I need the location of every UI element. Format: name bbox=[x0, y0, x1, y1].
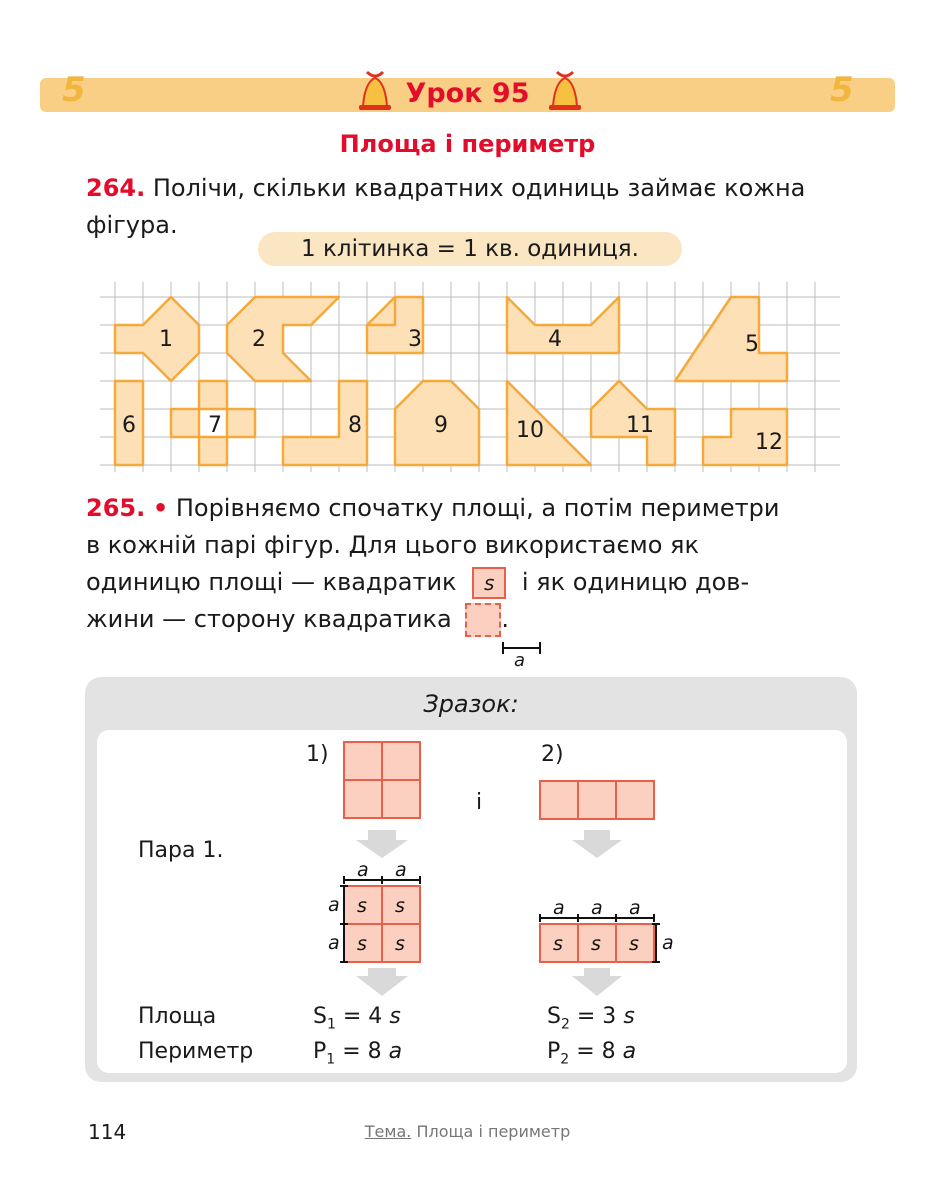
down-arrow-icon bbox=[356, 968, 408, 996]
task-text-line: фігура. bbox=[86, 211, 178, 239]
down-arrow-icon bbox=[356, 830, 408, 858]
figure-2 bbox=[227, 297, 339, 381]
figure-1 bbox=[115, 297, 199, 381]
cell-label-s: s bbox=[591, 933, 601, 955]
figure-grid bbox=[100, 282, 840, 472]
task-265-text: 265. • Порівняємо спочатку площі, а потім периметри в кожній парі фігур. Для цього використаємо як одиницю площі — квадратик s і як одиницю дов- жини — сторону квадратика . bbox=[86, 490, 861, 638]
perimeter-formula-2: $P_2 = 8$ a bbox=[547, 1039, 637, 1068]
footer-theme bbox=[0, 1122, 935, 1141]
topic-title: Площа і периметр bbox=[339, 130, 596, 158]
cell-label-s: s bbox=[395, 933, 405, 955]
area-label: Площа bbox=[138, 1004, 217, 1029]
bullet: • bbox=[152, 494, 169, 522]
page-number: 114 bbox=[88, 1120, 127, 1144]
length-unit-square bbox=[465, 603, 501, 637]
figure-label: 9 bbox=[434, 413, 448, 438]
corner-digit-right: 5 bbox=[830, 70, 854, 110]
task-number: 265. bbox=[86, 494, 146, 522]
task-text-line: Порівняємо спочатку площі, а потім периметри bbox=[175, 494, 780, 522]
figure-label: 12 bbox=[755, 430, 783, 455]
task-text-line: одиницю площі — квадратик bbox=[86, 568, 457, 596]
figure-label: 4 bbox=[548, 327, 562, 352]
figure-label: 2 bbox=[252, 327, 266, 352]
pair-label: Пара 1. bbox=[138, 838, 224, 863]
task-text-line: і як одиницю дов- bbox=[521, 568, 750, 596]
down-arrow-icon bbox=[572, 968, 622, 996]
task-text-line: Полічи, скільки квадратних одиниць займає кожна bbox=[152, 174, 806, 202]
sample-title: Зразок: bbox=[423, 690, 519, 718]
side-label-a: a bbox=[357, 859, 369, 881]
perimeter-formula-1: $P_1 = 8$ a bbox=[313, 1039, 403, 1068]
figure-2-label: 2) bbox=[541, 742, 564, 767]
task-text-line: жини — сторону квадратика bbox=[86, 605, 452, 633]
side-label-a: a bbox=[395, 859, 407, 881]
area-formula-2: $S_2 = 3$ s bbox=[547, 1004, 635, 1033]
figure-label: 5 bbox=[745, 332, 759, 357]
lesson-title: Урок 95 bbox=[405, 78, 530, 109]
and-label: і bbox=[476, 790, 483, 815]
cell-label-s: s bbox=[629, 933, 639, 955]
area-unit-square: s bbox=[472, 567, 506, 599]
footer-theme-label: Тема. bbox=[364, 1122, 412, 1141]
figure-label: 6 bbox=[122, 413, 136, 438]
area-formula-1: $S_1 = 4$ s bbox=[313, 1004, 401, 1033]
figure-label: 3 bbox=[408, 327, 422, 352]
figure-1-label: 1) bbox=[306, 742, 329, 767]
length-unit-label: a bbox=[514, 650, 526, 671]
down-arrow-icon bbox=[572, 830, 622, 858]
perimeter-label: Периметр bbox=[138, 1039, 254, 1064]
cell-label-s: s bbox=[395, 895, 405, 917]
corner-digit-left: 5 bbox=[62, 70, 86, 110]
unit-note: 1 клітинка = 1 кв. одиниця. bbox=[258, 232, 682, 266]
footer-theme-text: Площа і периметр bbox=[416, 1122, 571, 1141]
task-number: 264. bbox=[86, 174, 146, 202]
figure-label: 1 bbox=[159, 327, 173, 352]
side-label-a: a bbox=[591, 897, 603, 919]
pair-diagram bbox=[300, 740, 680, 1010]
cell-label-s: s bbox=[357, 895, 367, 917]
cell-label-s: s bbox=[553, 933, 563, 955]
side-label-a: a bbox=[328, 932, 340, 954]
side-label-a: a bbox=[662, 932, 674, 954]
figure-5 bbox=[675, 297, 787, 381]
side-label-a: a bbox=[629, 897, 641, 919]
task-text-line: в кожній парі фігур. Для цього використаємо як bbox=[86, 531, 699, 559]
side-label-a: a bbox=[553, 897, 565, 919]
figure-label: 8 bbox=[348, 413, 362, 438]
figure-label: 11 bbox=[626, 413, 654, 438]
figure-label: 10 bbox=[516, 418, 544, 443]
side-label-a: a bbox=[328, 894, 340, 916]
figure-label: 7 bbox=[208, 413, 222, 438]
cell-label-s: s bbox=[357, 933, 367, 955]
